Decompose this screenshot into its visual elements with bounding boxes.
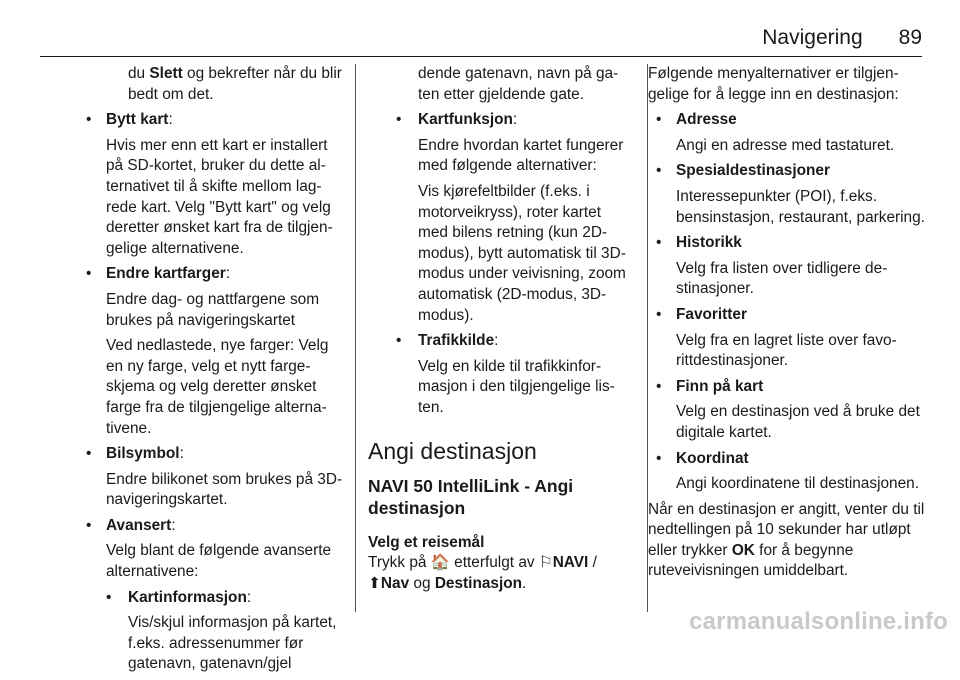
column-3	[648, 64, 928, 587]
list-item-koordinat: • Koordinat	[676, 449, 928, 470]
list-item-historikk: • Historikk	[676, 233, 928, 254]
instruction-paragraph: Trykk på 🏠 etterfulgt av ⚐NAVI / ⬆Nav og Destinasjon.	[368, 554, 597, 592]
list-item-endre-kartfarger: • Endre kartfarger:	[106, 264, 344, 285]
item-description: Hvis mer enn ett kart er installert på SD-kortet, bruker du dette alternativet til å skifte mellom lagrede kart. Velg "Bytt kart" og velg deretter ønsket kart fra de tilgjengelige alternativene.	[106, 136, 333, 257]
flag-icon: ⚐	[538, 554, 553, 572]
item-description: Endre hvordan kartet fungerer med følgende alternativer:	[418, 136, 624, 175]
item-description: Angi koordinatene til destinasjonen.	[676, 475, 919, 493]
list-item-finn-pa-kart: • Finn på kart	[676, 377, 928, 398]
navigation-arrow-icon: ⬆	[368, 574, 381, 592]
item-description: dende gatenavn, navn på gaten etter gjeldende gate.	[418, 65, 619, 103]
sublist-item-trafikkilde: • Trafikkilde:	[418, 331, 634, 352]
step-heading: Velg et reisemål	[368, 533, 485, 551]
list-item-bilsymbol: • Bilsymbol:	[106, 444, 344, 465]
page-number: 89	[898, 26, 922, 49]
section-title: Navigering	[762, 26, 863, 49]
home-icon: 🏠	[430, 554, 450, 572]
list-item-adresse: • Adresse	[676, 110, 928, 131]
item-description: Velg fra en lagret liste over favorittdestinasjoner.	[676, 331, 897, 370]
item-description: Endre dag- og nattfargene som brukes på navigeringskartet	[106, 290, 320, 329]
section-heading: Angi destinasjon	[368, 437, 537, 464]
item-description: Angi en adresse med tastaturet.	[676, 136, 895, 154]
paragraph-continued: du Slett og bekrefter når du blir bedt om det.	[128, 65, 342, 103]
column-divider-1	[355, 64, 356, 612]
page-header	[762, 26, 922, 56]
intro-paragraph: Følgende menyalternativer er tilgjengelige for å legge inn en destinasjon:	[648, 65, 899, 103]
item-description: Velg en destinasjon ved å bruke det digitale kartet.	[676, 403, 920, 441]
outro-paragraph: Når en destinasjon er angitt, venter du til nedtellingen på 10 sekunder har utløpt eller trykker OK for å begynne ruteveivisningen umiddelbart.	[648, 500, 925, 580]
item-description: Vis kjørefeltbilder (f.eks. i motorveikryss), roter kartet med bilens retning (kun 2D-modus), bytt automatisk til 3D-modus under veivisning, zoom automatisk (2D-modus, 3D-modus).	[418, 182, 626, 324]
item-description: Ved nedlastede, nye farger: Velg en ny farge, velg et nytt fargeskjema og velg deretter ønsket farge fra de tilgjengelige alternativene.	[106, 337, 329, 437]
item-description: Velg blant de følgende avanserte alternativene:	[106, 542, 332, 581]
sublist-item-kartfunksjon: • Kartfunksjon:	[418, 110, 634, 131]
header-rule	[40, 56, 922, 57]
subsection-heading: NAVI 50 IntelliLink - Angi destinasjon	[368, 475, 574, 518]
list-item-bytt-kart: • Bytt kart:	[106, 110, 344, 131]
column-1	[78, 64, 344, 680]
sublist-item-kartinformasjon: • Kartinformasjon:	[128, 588, 344, 609]
list-item-avansert: • Avansert:	[106, 516, 344, 537]
item-description: Endre bilikonet som brukes på 3D-navigeringskartet.	[106, 470, 343, 509]
list-item-favoritter: • Favoritter	[676, 305, 928, 326]
item-description: Interessepunkter (POI), f.eks. bensinstasjon, restaurant, parkering.	[676, 187, 925, 226]
watermark: carmanualsonline.info	[689, 608, 948, 635]
item-description: Velg en kilde til trafikkinformasjon i den tilgjengelige listen.	[418, 357, 615, 416]
column-2	[368, 64, 634, 599]
list-item-spesialdestinasjoner: • Spesialdestinasjoner	[676, 161, 928, 182]
item-description: Velg fra listen over tidligere destinasjoner.	[676, 259, 888, 298]
item-description: Vis/skjul informasjon på kartet, f.eks. adressenummer før gatenavn, gatenavn/gjel	[128, 614, 337, 673]
